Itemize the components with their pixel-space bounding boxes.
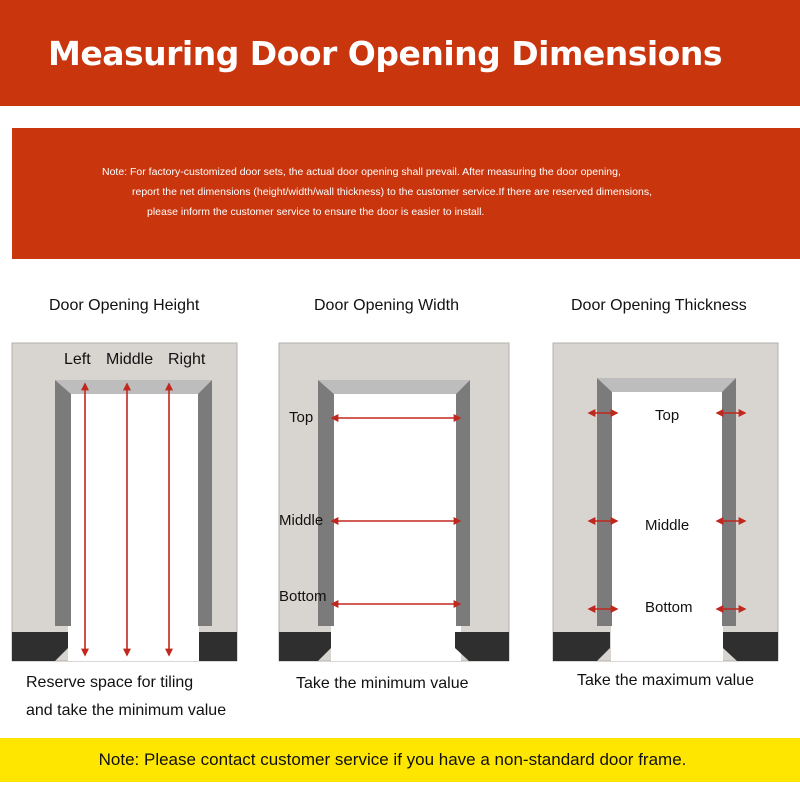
width-label-top: Top (289, 409, 314, 426)
height-door-diagram (12, 343, 237, 661)
height-caption-line-2: and take the minimum value (26, 702, 227, 719)
thickness-caption: Take the maximum value (577, 672, 754, 689)
right-baseboard (199, 632, 237, 661)
right-jamb (722, 378, 736, 626)
width-label-middle: Middle (279, 512, 324, 529)
top-casing (55, 380, 212, 394)
width-caption: Take the minimum value (296, 675, 469, 692)
note-line-3: please inform the customer service to ensure the door is easier to install. (147, 206, 485, 218)
right-jamb (456, 380, 470, 626)
height-label-right: Right (168, 351, 206, 368)
door-opening (68, 380, 199, 661)
footer-note-bar (0, 738, 800, 782)
note-line-1: Note: For factory-customized door sets, the actual door opening shall prevail. After measuring the door opening, (102, 166, 621, 178)
height-caption-line-1: Reserve space for tiling (26, 674, 194, 691)
right-jamb (198, 380, 212, 626)
height-panel-title: Door Opening Height (49, 297, 200, 314)
height-label-left: Left (64, 351, 91, 368)
width-door-diagram (279, 343, 509, 661)
thickness-door-diagram (553, 343, 778, 661)
thickness-panel-title: Door Opening Thickness (571, 297, 747, 314)
thickness-label-top: Top (655, 407, 680, 424)
top-casing (318, 380, 470, 394)
note-line-2: report the net dimensions (height/width/wall thickness) to the customer service.If there are reserved dimensions, (132, 186, 652, 198)
left-jamb (55, 380, 71, 626)
width-label-bottom: Bottom (279, 588, 327, 605)
top-casing (597, 378, 736, 392)
footer-note: Note: Please contact customer service if you have a non-standard door frame. (98, 750, 687, 769)
thickness-label-bottom: Bottom (645, 599, 693, 616)
width-panel-title: Door Opening Width (314, 297, 459, 314)
height-label-middle: Middle (106, 351, 154, 368)
thickness-label-middle: Middle (645, 517, 690, 534)
left-jamb (597, 378, 612, 626)
page-title: Measuring Door Opening Dimensions (47, 34, 722, 73)
